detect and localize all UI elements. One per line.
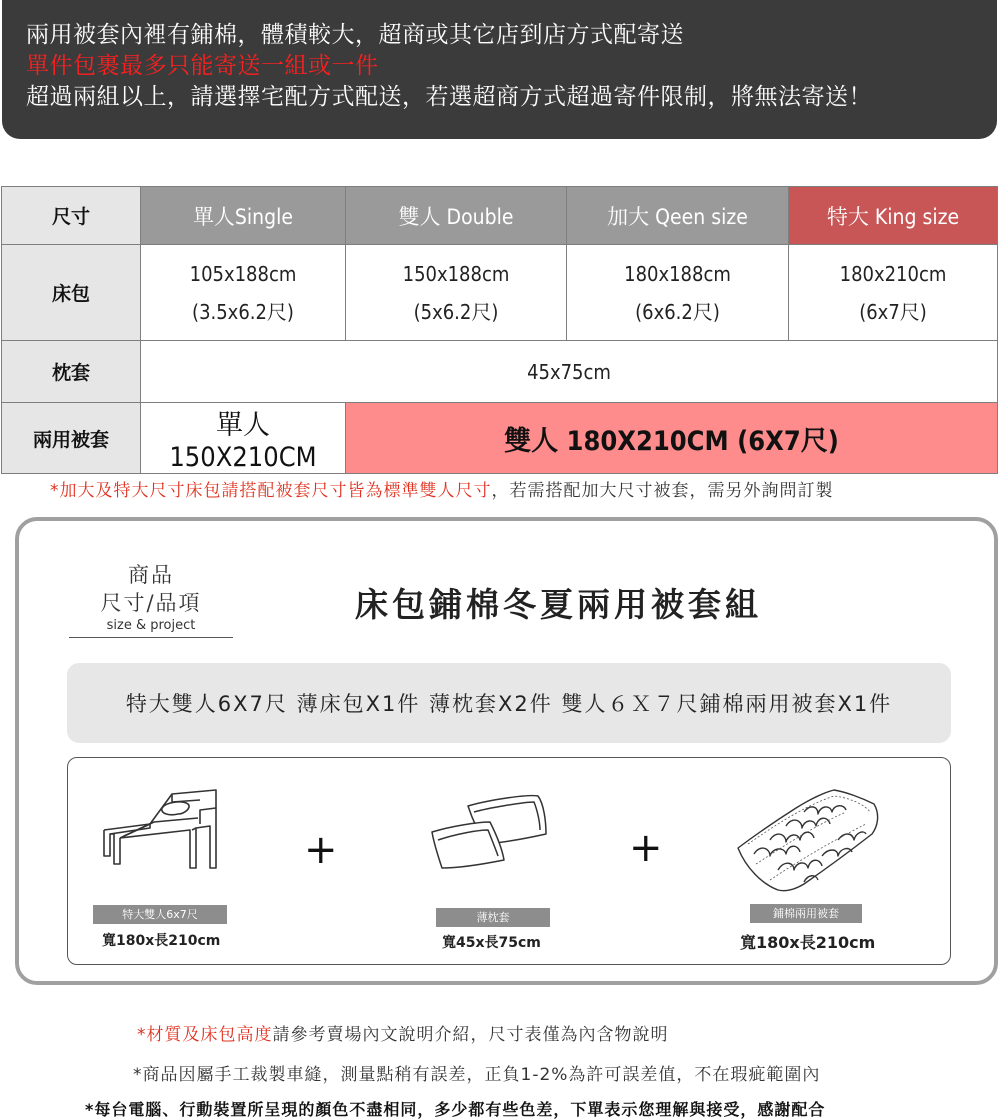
bed-cm: 105x188cm: [189, 261, 297, 286]
bed-chi: (6x7尺): [859, 299, 927, 324]
item-bed-dim: 寬180x長210cm: [102, 933, 221, 949]
item-bed-tag: 特大雙人6x7尺: [93, 905, 227, 924]
notice-line-2-warning: 單件包裹最多只能寄送一組或一件: [26, 53, 379, 79]
column-double: 雙人 Double: [346, 187, 567, 245]
item-quilt: [688, 758, 952, 966]
contents-bar: [67, 663, 951, 743]
bed-chi: (6x6.2尺): [635, 299, 720, 324]
label-size-project-en: size & project: [106, 618, 196, 633]
pillowcase-icon: [428, 792, 558, 872]
bed-icon: [100, 786, 220, 876]
quilt-row: [2, 403, 998, 474]
quilt-label: 兩用被套: [2, 403, 141, 474]
size-table: [1, 186, 998, 474]
quilt-size-single: 單人 150X210CM: [141, 403, 346, 474]
product-frame: [15, 517, 998, 985]
item-quilt-dim: 寬180x長210cm: [740, 933, 876, 952]
label-size-item: 尺寸/品項: [100, 591, 202, 615]
note-material-rest: 請參考賣場內文說明介紹，尺寸表僅為內含物說明: [272, 1025, 669, 1045]
size-header-row: [2, 187, 998, 245]
note-tolerance: *商品因屬手工裁製車縫，測量點稍有誤差，正負1-2%為許可誤差值，不在瑕疵範圍內: [133, 1065, 821, 1085]
bed-size-double: [346, 245, 567, 341]
shipping-notice-banner: [2, 0, 997, 139]
plus-sign-1: +: [304, 827, 338, 873]
bed-cm: 180x188cm: [624, 261, 731, 286]
items-box: [67, 757, 951, 965]
item-pillowcase-dim: 寬45x長75cm: [442, 935, 541, 951]
contents-text: 特大雙人6X7尺 薄床包X1件 薄枕套X2件 雙人６Ｘ７尺鋪棉兩用被套X1件: [125, 692, 893, 716]
pillow-row: [2, 341, 998, 403]
bed-size-king: [789, 245, 998, 341]
bed-size-single: [141, 245, 346, 341]
quilt-icon: [734, 786, 884, 896]
bed-size-queen: [567, 245, 789, 341]
column-king: 特大 King size: [789, 187, 998, 245]
note-material-red: *材質及床包高度: [137, 1025, 273, 1045]
bed-cm: 150x188cm: [402, 261, 510, 286]
size-note: [50, 476, 834, 501]
column-queen: 加大 Qeen size: [567, 187, 789, 245]
notice-line-3: 超過兩組以上，請選擇宅配方式配送，若選超商方式超過寄件限制，將無法寄送！: [26, 84, 872, 110]
column-single: 單人Single: [141, 187, 346, 245]
plus-sign-2: +: [629, 825, 663, 871]
size-header-label: 尺寸: [2, 187, 141, 245]
item-pillowcase: [398, 758, 658, 966]
item-quilt-tag: 鋪棉兩用被套: [750, 904, 862, 923]
item-pillowcase-tag: 薄枕套: [436, 908, 550, 927]
bed-label: 床包: [2, 245, 141, 341]
size-note-red: *加大及特大尺寸床包請搭配被套尺寸皆為標準雙人尺寸: [50, 481, 492, 501]
pillow-size: 45x75cm: [141, 341, 998, 403]
label-product: 商品: [128, 563, 174, 587]
quilt-size-double: 雙人 180X210CM (6X7尺): [346, 403, 998, 474]
note-color-difference: *每台電腦、行動裝置所呈現的顏色不盡相同，多少都有些色差，下單表示您理解與接受，感謝配合: [85, 1100, 826, 1119]
product-title: 床包鋪棉冬夏兩用被套組: [355, 585, 762, 624]
size-project-label: [69, 561, 233, 638]
bed-row: [2, 245, 998, 341]
pillow-label: 枕套: [2, 341, 141, 403]
notice-line-1: 兩用被套內裡有鋪棉，體積較大，超商或其它店到店方式配寄送: [26, 22, 684, 48]
bed-cm: 180x210cm: [839, 261, 947, 286]
bed-chi: (3.5x6.2尺): [192, 299, 294, 324]
note-material: [137, 1020, 669, 1045]
size-note-rest: ，若需搭配加大尺寸被套，需另外詢問訂製: [491, 481, 834, 501]
bed-chi: (5x6.2尺): [413, 299, 499, 324]
